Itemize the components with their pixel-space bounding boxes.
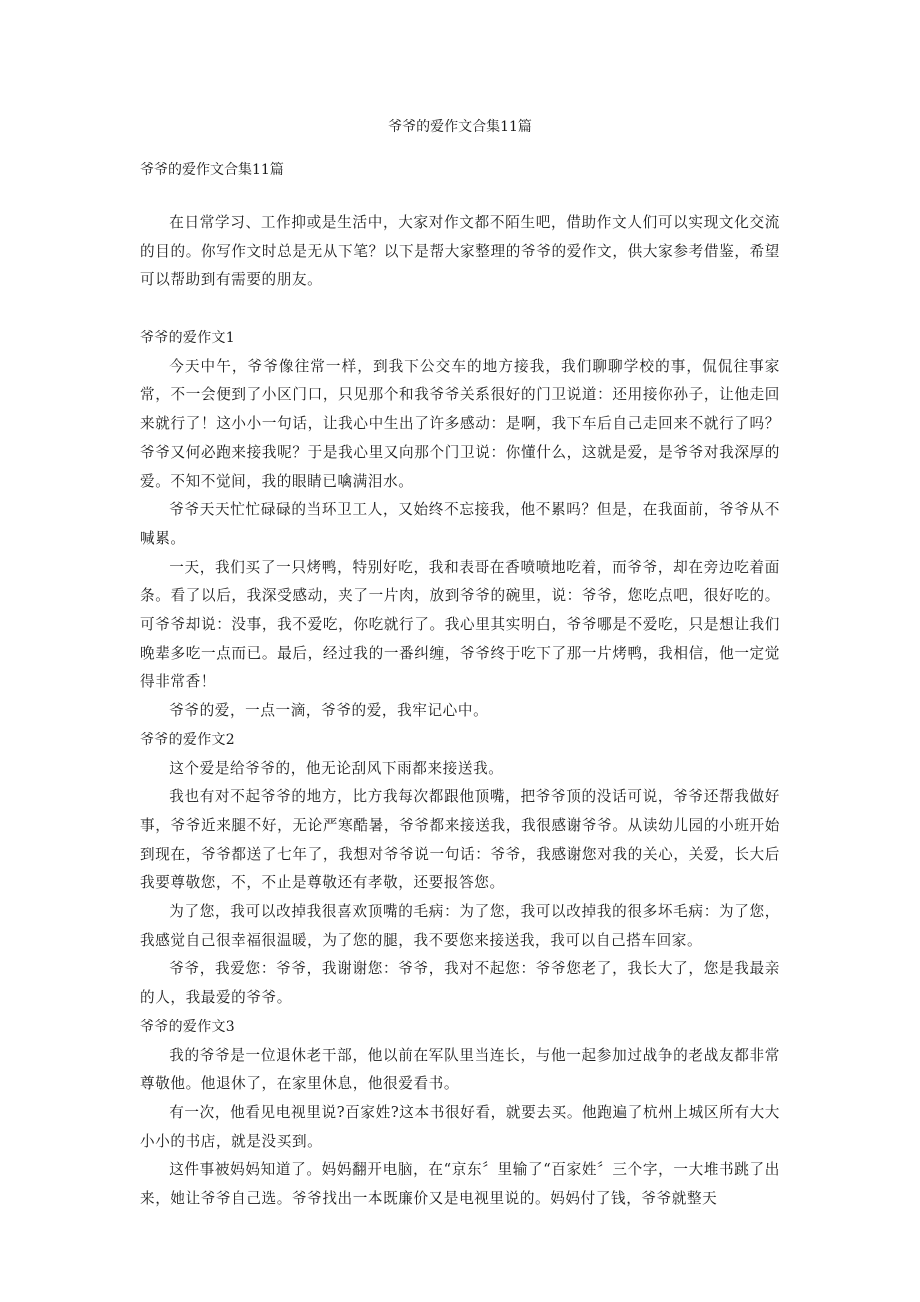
essay-paragraph: 爷爷的爱，一点一滴，爷爷的爱，我牢记心中。: [169, 702, 489, 720]
document-title: 爷爷的爱作文合集11篇: [388, 119, 532, 135]
essay-paragraph: 爷爷天天忙忙碌碌的当环卫工人，又始终不忘接我，他不累吗？但是，在我面前，爷爷从不喊累。: [140, 501, 780, 547]
section-heading: 爷爷的爱作文3: [140, 1018, 236, 1035]
document-subtitle: 爷爷的爱作文合集11篇: [140, 162, 284, 178]
intro-block: [140, 209, 780, 295]
intro-paragraph: 在日常学习、工作抑或是生活中，大家对作文都不陌生吧，借助作文人们可以实现文化交流的目的。你写作文时总是无从下笔？以下是帮大家整理的爷爷的爱作文，供大家参考借鉴，希望可以帮助到有需要的朋友。: [140, 214, 780, 289]
essay-paragraph: 爷爷，我爱您：爷爷，我谢谢您：爷爷，我对不起您：爷爷您老了，我长大了，您是我最亲的人，我最爱的爷爷。: [140, 960, 780, 1007]
essay-paragraph: 今天中午，爷爷像往常一样，到我下公交车的地方接我，我们聊聊学校的事，侃侃往事家常，不一会便到了小区门口，只见那个和我爷爷关系很好的门卫说道：还用接你孙子，让他走回来就行了！这小小一句话，让我心中生出了许多感动：是啊，我下车后自己走回来不就行了吗？爷爷又何必跑来接我呢？于是我心里又向那个门卫说：你懂什么，这就是爱，是爷爷对我深厚的爱。不知不觉间，我的眼睛已噙满泪水。: [140, 357, 780, 490]
essay-section-2: [140, 726, 780, 1013]
essay-paragraph: 这个爱是给爷爷的，他无论刮风下雨都来接送我。: [169, 759, 504, 777]
essay-section-1: [140, 324, 780, 726]
essay-paragraph: 有一次，他看见电视里说?百家姓?这本书很好看，就要去买。他跑遍了杭州上城区所有大大小小的书店，就是没买到。: [140, 1103, 780, 1150]
section-heading: 爷爷的爱作文2: [140, 731, 236, 748]
section-heading: 爷爷的爱作文1: [140, 330, 236, 346]
essay-paragraph: 我也有对不起爷爷的地方，比方我每次都跟他顶嘴，把爷爷顶的没话可说，爷爷还帮我做好事，爷爷近来腿不好，无论严寒酷暑，爷爷都来接送我，我很感谢爷爷。从读幼儿园的小班开始到现在，爷爷都送了七年了，我想对爷爷说一句话：爷爷，我感谢您对我的关心，关爱，长大后我要尊敬您，不，不止是尊敬还有孝敬，还要报答您。: [140, 788, 780, 892]
essay-paragraph: 为了您，我可以改掉我很喜欢顶嘴的毛病：为了您，我可以改掉我的很多坏毛病：为了您，我感觉自己很幸福很温暖，为了您的腿，我不要您来接送我，我可以自己搭车回家。: [140, 903, 780, 949]
essay-paragraph: 我的爷爷是一位退休老干部，他以前在军队里当连长，与他一起参加过战争的老战友都非常尊敬他。他退休了，在家里休息，他很爱看书。: [140, 1046, 780, 1093]
essay-section-3: [140, 1013, 780, 1214]
essay-paragraph: 一天，我们买了一只烤鸭，特别好吃，我和表哥在香喷喷地吃着，而爷爷，却在旁边吃着面条。看了以后，我深受感动，夹了一片肉，放到爷爷的碗里，说：爷爷，您吃点吧，很好吃的。可爷爷却说：没事，我不爱吃，你吃就行了。我心里其实明白，爷爷哪是不爱吃，只是想让我们晚辈多吃一点而已。最后，经过我的一番纠缠，爷爷终于吃下了那一片烤鸭，我相信，他一定觉得非常香！: [140, 558, 780, 691]
essay-body: [140, 324, 780, 1214]
essay-paragraph: 这件事被妈妈知道了。妈妈翻开电脑，在“京东〞里输了“百家姓〞三个字，一大堆书跳了出来，她让爷爷自己选。爷爷找出一本既廉价又是电视里说的。妈妈付了钱，爷爷就整天: [140, 1161, 780, 1208]
